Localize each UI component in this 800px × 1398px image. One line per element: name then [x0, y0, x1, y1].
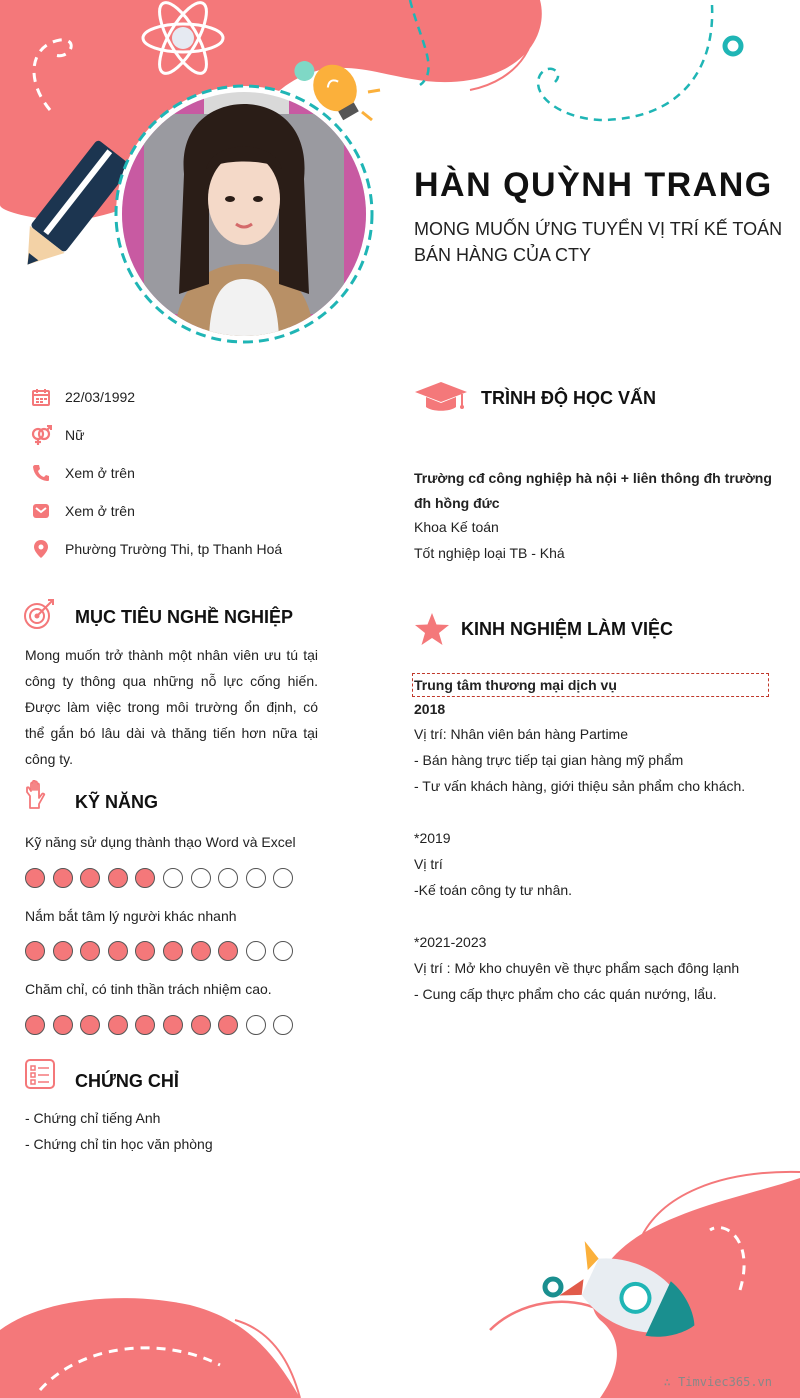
contact-phone-text: Xem ở trên: [65, 465, 135, 481]
skill-name: Nắm bắt tâm lý người khác nhanh: [25, 908, 237, 924]
rating-dot-filled: [53, 1015, 73, 1035]
rating-dot-empty: [273, 1015, 293, 1035]
applied-position: [414, 216, 784, 268]
graduation-cap-icon: [414, 380, 468, 414]
experience-line: - Tư vấn khách hàng, giới thiệu sản phẩm cho khách.: [414, 778, 746, 794]
skill-rating: [25, 941, 293, 963]
applied-position-line2: BÁN HÀNG CỦA CTY: [414, 245, 592, 265]
rating-dot-filled: [191, 941, 211, 961]
education-school: Trường cđ công nghiệp hà nội + liên thông đh trường đh hồng đức: [414, 470, 772, 511]
rating-dot-empty: [273, 941, 293, 961]
rating-dot-filled: [218, 941, 238, 961]
gender-icon: [30, 424, 52, 446]
rating-dot-filled: [25, 1015, 45, 1035]
skill-name: Kỹ năng sử dụng thành thạo Word và Excel: [25, 834, 296, 850]
bottom-curve-left: [490, 1302, 600, 1330]
rating-dot-empty: [246, 868, 266, 888]
experience-line: -Kế toán công ty tư nhân.: [414, 882, 573, 898]
rating-dot-empty: [273, 868, 293, 888]
experience-line: - Cung cấp thực phẩm cho các quán nướng, lẩu.: [414, 986, 717, 1002]
rating-dot-empty: [218, 868, 238, 888]
career-goal-title: MỤC TIÊU NGHỀ NGHIỆP: [75, 607, 294, 627]
experience-line: *2019: [414, 830, 451, 846]
rating-dot-filled: [25, 941, 45, 961]
avatar: [114, 84, 374, 344]
skills-title: KỸ NĂNG: [75, 792, 159, 812]
certificate-item: - Chứng chỉ tin học văn phòng: [25, 1136, 213, 1152]
rating-dot-filled: [80, 868, 100, 888]
rating-dot-filled: [191, 1015, 211, 1035]
rating-dot-filled: [53, 868, 73, 888]
calendar-icon: [30, 386, 52, 408]
rating-dot-filled: [108, 1015, 128, 1035]
experience-line: Vị trí : Mở kho chuyên về thực phẩm sạch đông lạnh: [414, 960, 740, 976]
candidate-name: HÀN QUỲNH TRANG: [414, 166, 773, 204]
teal-ring: [725, 38, 741, 54]
phone-icon: [30, 462, 52, 484]
target-icon: [23, 597, 57, 631]
rating-dot-filled: [53, 941, 73, 961]
experience-line: Vị trí: Nhân viên bán hàng Partime: [414, 726, 629, 742]
education-grade: Tốt nghiệp loại TB - Khá: [414, 545, 565, 561]
watermark: ∴ Timviec365.vn: [663, 1375, 772, 1389]
email-icon: [30, 500, 52, 522]
experience-line: Vị trí: [414, 856, 443, 872]
rating-dot-filled: [163, 1015, 183, 1035]
experience-line: - Bán hàng trực tiếp tại gian hàng mỹ phẩm: [414, 752, 684, 768]
rating-dot-filled: [135, 941, 155, 961]
rating-dot-filled: [135, 868, 155, 888]
checklist-icon: [24, 1058, 56, 1090]
rating-dot-filled: [80, 941, 100, 961]
experience-company: Trung tâm thương mại dịch vụ: [414, 677, 617, 693]
rating-dot-empty: [191, 868, 211, 888]
rating-dot-filled: [135, 1015, 155, 1035]
rating-dot-filled: [218, 1015, 238, 1035]
rating-dot-filled: [80, 1015, 100, 1035]
experience-title: KINH NGHIỆM LÀM VIỆC: [461, 619, 674, 639]
contact-address: [30, 537, 390, 561]
contact-phone: [30, 461, 390, 485]
hand-icon: [24, 780, 48, 810]
rating-dot-empty: [163, 868, 183, 888]
skill-rating: [25, 868, 293, 890]
skill-rating: [25, 1015, 293, 1037]
rating-dot-empty: [246, 1015, 266, 1035]
contact-birthdate: [30, 385, 390, 409]
rating-dot-empty: [246, 941, 266, 961]
contact-birthdate-text: 22/03/1992: [65, 389, 136, 405]
dashed-swirl-right: [538, 5, 712, 120]
applied-position-line1: MONG MUỐN ỨNG TUYỂN VỊ TRÍ KẾ TOÁN: [414, 219, 783, 239]
experience-line: *2021-2023: [414, 934, 487, 950]
contact-address-text: Phường Trường Thi, tp Thanh Hoá: [65, 541, 283, 557]
certificate-item: - Chứng chỉ tiếng Anh: [25, 1110, 161, 1126]
career-goal-text: Mong muốn trở thành một nhân viên ưu tú tại công ty thông qua những nỗ lực cống hiến. Được làm việc trong môi trường ổn định, có thể gắn bó lâu dài và thăng tiến hơn nữa tại công ty.: [25, 647, 318, 767]
rating-dot-filled: [108, 868, 128, 888]
star-icon: [414, 612, 450, 646]
education-title: TRÌNH ĐỘ HỌC VẤN: [481, 388, 656, 408]
contact-gender: [30, 423, 390, 447]
contact-email-text: Xem ở trên: [65, 503, 135, 519]
skill-name: Chăm chỉ, có tinh thần trách nhiệm cao.: [25, 981, 272, 997]
rating-dot-filled: [108, 941, 128, 961]
contact-email: [30, 499, 390, 523]
rating-dot-filled: [25, 868, 45, 888]
rating-dot-filled: [163, 941, 183, 961]
experience-year: 2018: [414, 701, 446, 717]
teal-ring-bottom: [545, 1279, 561, 1295]
education-faculty: Khoa Kế toán: [414, 519, 499, 535]
location-icon: [30, 538, 52, 560]
certificates-title: CHỨNG CHỈ: [75, 1071, 179, 1091]
contact-gender-text: Nữ: [65, 427, 85, 443]
